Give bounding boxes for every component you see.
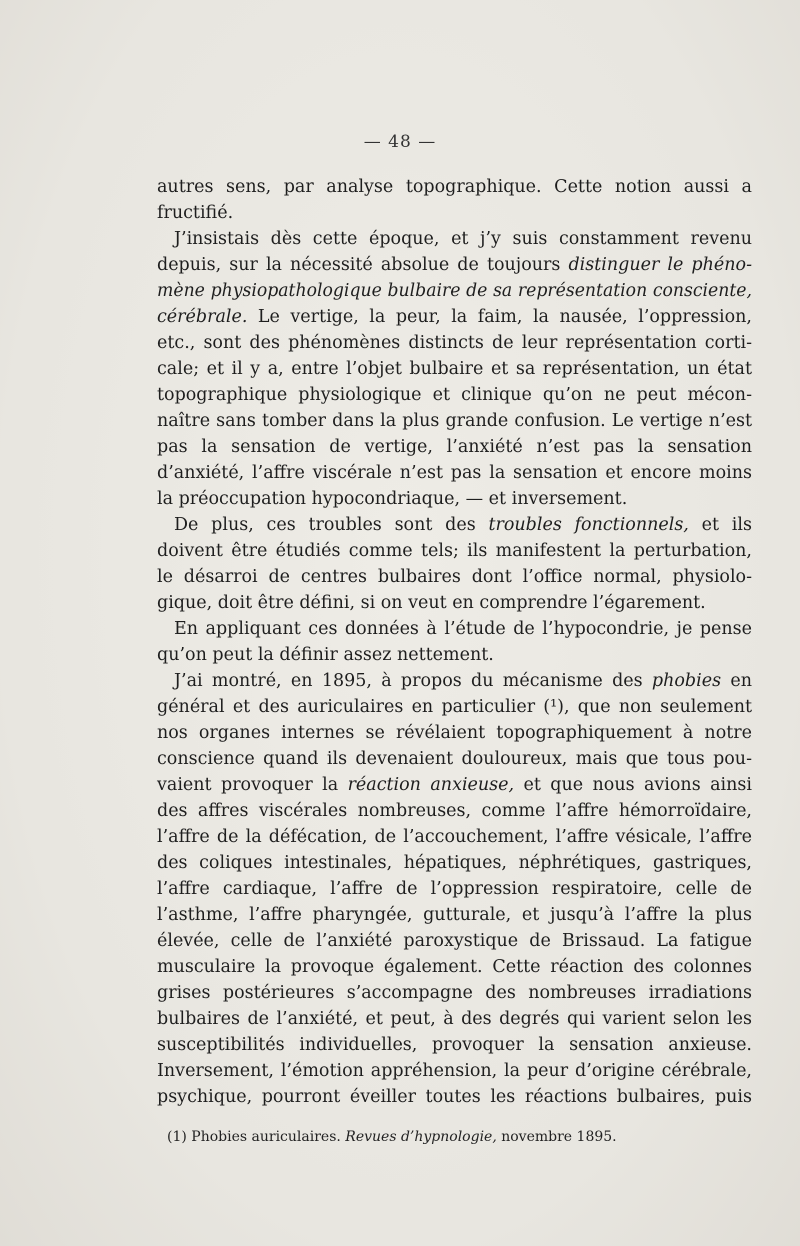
- line-text: doivent être étudiés comme tels; ils manifestent la perturbation,: [157, 541, 752, 561]
- text-line: [157, 798, 752, 824]
- text-line: [157, 408, 752, 434]
- text-line: [157, 954, 752, 980]
- line-text-segment: J’ai montré, en 1895, à propos du mécanisme des: [174, 671, 652, 691]
- text-line: [157, 1032, 752, 1058]
- text-line: [157, 1006, 752, 1032]
- line-text: En appliquant ces données à l’étude de l’hypocondrie, je pense: [174, 619, 752, 639]
- text-line: [157, 616, 752, 642]
- text-line: [157, 824, 752, 850]
- text-line: [157, 1058, 752, 1084]
- line-text: qu’on peut la définir assez nettement.: [157, 645, 494, 665]
- text-line: [157, 876, 752, 902]
- line-italic-segment: mène physiopathologique bulbaire de sa représentation consciente,: [157, 281, 752, 301]
- page-number: — 48 —: [363, 132, 437, 152]
- line-text: général et des auriculaires en particulier (¹), que non seulement: [157, 697, 752, 717]
- text-line: [157, 850, 752, 876]
- text-line: [157, 486, 752, 512]
- line-text: l’affre cardiaque, l’affre de l’oppression respiratoire, celle de: [157, 879, 752, 899]
- text-line: [157, 694, 752, 720]
- line-text-segment: et que nous avions ainsi: [514, 775, 752, 795]
- text-line: [157, 642, 752, 668]
- text-line: [157, 902, 752, 928]
- line-text: gique, doit être défini, si on veut en comprendre l’égarement.: [157, 593, 706, 613]
- text-line: [157, 304, 752, 330]
- line-italic-segment: phobies: [651, 671, 722, 691]
- line-text: l’affre de la défécation, de l’accouchement, l’affre vésicale, l’affre: [157, 827, 752, 847]
- line-text: grises postérieures s’accompagne des nombreuses irradiations: [157, 983, 752, 1003]
- line-text-segment: depuis, sur la nécessité absolue de toujours: [157, 255, 569, 275]
- line-italic-segment: réaction anxieuse,: [347, 775, 515, 795]
- line-text: cale; et il y a, entre l’objet bulbaire et sa représentation, un état: [157, 359, 752, 379]
- text-line: [157, 252, 752, 278]
- line-italic-segment: troubles fonctionnels,: [488, 515, 689, 535]
- line-text-segment: en: [721, 671, 752, 691]
- body-text: [157, 174, 752, 1110]
- line-text: topographique physiologique et clinique qu’on ne peut mécon-: [157, 385, 752, 405]
- text-line: [157, 200, 752, 226]
- line-text: des coliques intestinales, hépatiques, néphrétiques, gastriques,: [157, 853, 752, 873]
- footnote-journal-title: Revues d’hypnologie,: [345, 1129, 497, 1145]
- footnote-text-after: novembre 1895.: [496, 1129, 617, 1145]
- text-line: [157, 590, 752, 616]
- line-text: nos organes internes se révélaient topographiquement à notre: [157, 723, 752, 743]
- line-text: etc., sont des phénomènes distincts de leur représentation corti-: [157, 333, 752, 353]
- line-text-segment: vaient provoquer la: [157, 775, 348, 795]
- text-line: [157, 356, 752, 382]
- line-text: conscience quand ils devenaient douloureux, mais que tous pou-: [157, 749, 752, 769]
- text-line: [157, 278, 752, 304]
- line-italic-segment: distinguer le phéno-: [568, 255, 752, 275]
- line-text: des affres viscérales nombreuses, comme l’affre hémorroïdaire,: [157, 801, 752, 821]
- line-text: pas la sensation de vertige, l’anxiété n’est pas la sensation: [157, 437, 752, 457]
- line-text: musculaire la provoque également. Cette réaction des colonnes: [157, 957, 752, 977]
- text-line: [157, 434, 752, 460]
- footnote: [167, 1129, 617, 1145]
- line-text: autres sens, par analyse topographique. Cette notion aussi a: [157, 177, 752, 197]
- text-line: [157, 668, 752, 694]
- line-text: le désarroi de centres bulbaires dont l’office normal, physiolo-: [157, 567, 752, 587]
- line-text: l’asthme, l’affre pharyngée, gutturale, et jusqu’à l’affre la plus: [157, 905, 752, 925]
- line-text-segment: Le vertige, la peur, la faim, la nausée, l’oppression,: [247, 307, 752, 327]
- text-line: [157, 460, 752, 486]
- text-line: [157, 746, 752, 772]
- text-line: [157, 928, 752, 954]
- line-text: bulbaires de l’anxiété, et peut, à des degrés qui varient selon les: [157, 1009, 752, 1029]
- line-text: élevée, celle de l’anxiété paroxystique de Brissaud. La fatigue: [157, 931, 752, 951]
- text-line: [157, 980, 752, 1006]
- text-line: [157, 382, 752, 408]
- line-text: fructifié.: [157, 203, 234, 223]
- text-line: [157, 564, 752, 590]
- line-text: la préoccupation hypocondriaque, — et inversement.: [157, 489, 628, 509]
- line-text-segment: et ils: [688, 515, 752, 535]
- line-text: d’anxiété, l’affre viscérale n’est pas la sensation et encore moins: [157, 463, 752, 483]
- line-text-segment: De plus, ces troubles sont des: [174, 515, 489, 535]
- footnote-marker: (1): [167, 1129, 187, 1145]
- line-text: naître sans tomber dans la plus grande confusion. Le vertige n’est: [157, 411, 752, 431]
- text-line: [157, 538, 752, 564]
- text-line: [157, 720, 752, 746]
- text-line: [157, 330, 752, 356]
- text-line: [157, 1084, 752, 1110]
- line-text: J’insistais dès cette époque, et j’y suis constamment revenu: [174, 229, 752, 249]
- line-text: psychique, pourront éveiller toutes les réactions bulbaires, puis: [157, 1087, 752, 1107]
- line-text: susceptibilités individuelles, provoquer la sensation anxieuse.: [157, 1035, 752, 1055]
- text-line: [157, 772, 752, 798]
- footnote-text-before: Phobies auriculaires.: [186, 1129, 346, 1145]
- text-line: [157, 512, 752, 538]
- line-italic-segment: cérébrale.: [157, 307, 248, 327]
- text-line: [157, 174, 752, 200]
- line-text: Inversement, l’émotion appréhension, la peur d’origine cérébrale,: [157, 1061, 752, 1081]
- text-line: [157, 226, 752, 252]
